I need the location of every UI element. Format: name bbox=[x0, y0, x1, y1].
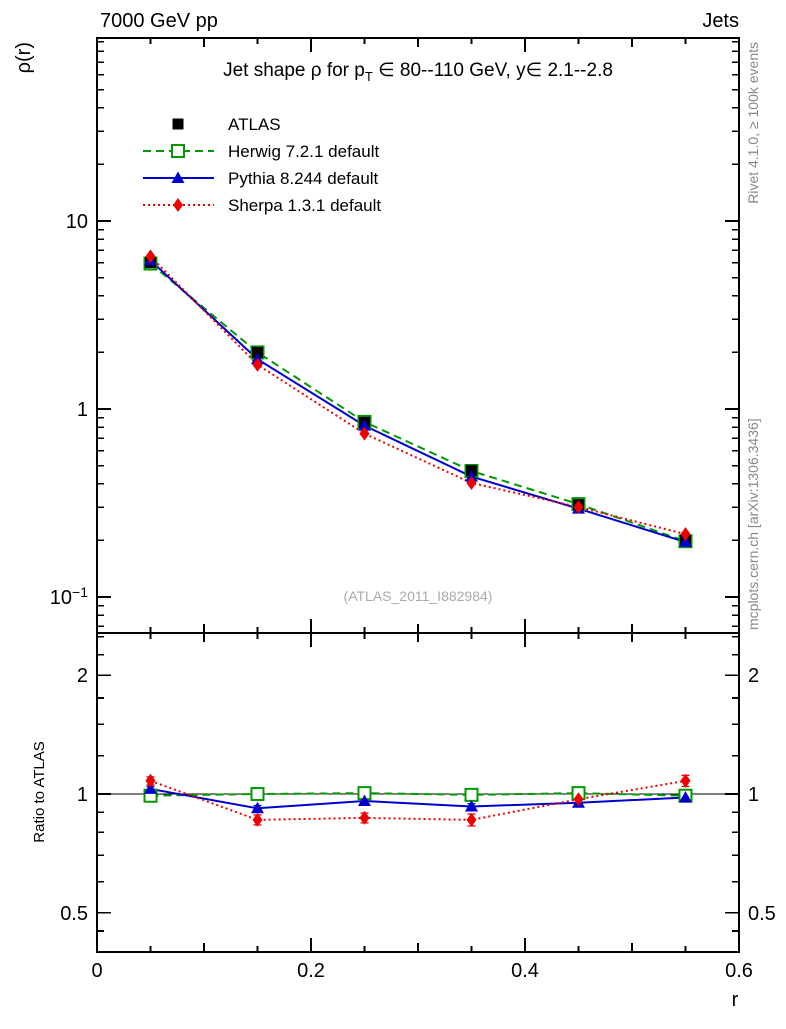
header-process-label: Jets bbox=[702, 10, 739, 32]
legend-label-sherpa: Sherpa 1.3.1 default bbox=[228, 196, 382, 215]
ratio-ytick-left-1: 1 bbox=[76, 784, 88, 806]
header-beam-label: 7000 GeV pp bbox=[100, 10, 218, 32]
ratio-ytick-right-2: 2 bbox=[748, 665, 760, 687]
main-ytick-0p1: $10^{-1}$ bbox=[49, 584, 88, 609]
legend-marker-atlas bbox=[173, 119, 184, 130]
marker-herwig-ratio bbox=[466, 789, 478, 801]
ratio-ytick-left-0p5: 0.5 bbox=[60, 903, 88, 925]
analysis-id-watermark: (ATLAS_2011_I882984) bbox=[343, 588, 493, 604]
ratio-y-axis-title: Ratio to ATLAS bbox=[31, 741, 48, 843]
xtick-0p4: 0.4 bbox=[511, 960, 539, 982]
main-ytick-10: 10 bbox=[65, 211, 88, 233]
xtick-0p2: 0.2 bbox=[297, 960, 325, 982]
ratio-ytick-right-1: 1 bbox=[748, 784, 760, 806]
ratio-ytick-left-2: 2 bbox=[76, 665, 88, 687]
legend-label-pythia: Pythia 8.244 default bbox=[228, 169, 379, 188]
main-y-axis-title: ρ(r) bbox=[13, 42, 35, 74]
plot-title: Jet shape ρ for $p_T$ ∈ 80--110 GeV, y∈ 2.1--2.8 bbox=[223, 60, 613, 84]
legend-label-atlas: ATLAS bbox=[228, 115, 281, 134]
mcplots-reference-note: mcplots.cern.ch [arXiv:1306.3436] bbox=[745, 418, 761, 630]
main-ytick-1: 1 bbox=[76, 399, 88, 421]
rivet-version-note: Rivet 4.1.0, ≥ 100k events bbox=[745, 42, 761, 204]
legend-label-herwig: Herwig 7.2.1 default bbox=[228, 142, 380, 161]
x-axis-title: r bbox=[731, 989, 739, 1011]
marker-herwig-ratio bbox=[252, 788, 264, 800]
ratio-ytick-right-0p5: 0.5 bbox=[748, 903, 776, 925]
xtick-0: 0 bbox=[91, 960, 103, 982]
xtick-0p6: 0.6 bbox=[725, 960, 753, 982]
legend-marker-herwig bbox=[172, 145, 184, 157]
